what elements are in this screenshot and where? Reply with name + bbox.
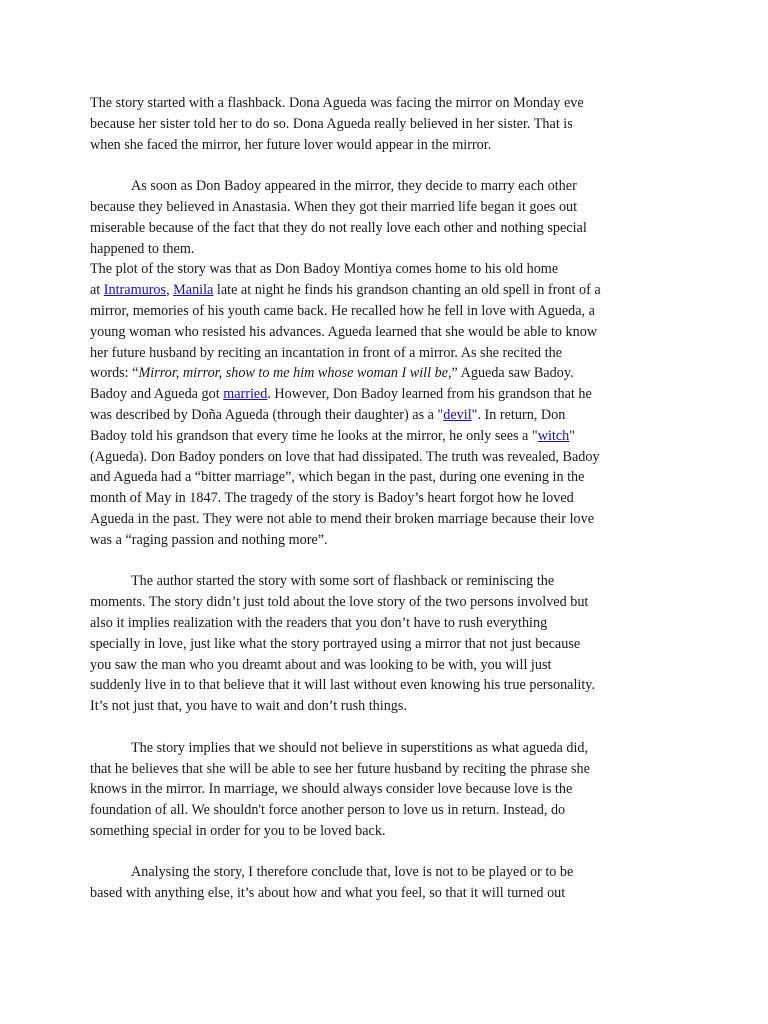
text-line: moments. The story didn’t just told about the love story of the two persons involved but [90,594,589,611]
text-fragment: ". In return, Don [471,406,566,423]
text-fragment: ,” Agueda saw Badoy. [448,365,574,382]
text-line: (Agueda). Don Badoy ponders on love that had dissipated. The truth was revealed, Badoy [90,448,600,465]
text-line: Analysing the story, I therefore conclude that, love is not to be played or to be [131,864,574,881]
text-fragment: " [569,427,576,444]
text-line: The story started with a flashback. Dona Agueda was facing the mirror on Monday eve [90,95,584,111]
married-link[interactable]: married [223,386,268,403]
witch-link[interactable]: witch [537,427,570,444]
text-line [90,280,690,301]
paragraph-flashback [90,93,690,155]
text-line: happened to them. [90,240,195,257]
devil-link[interactable]: devil [443,406,472,423]
text-line: you saw the man who you dreamt about and was looking to be with, you will just [90,656,552,673]
text-line: because they believed in Anastasia. When they got their married life began it goes out [90,198,578,215]
text-line: because her sister told her to do so. Dona Agueda really believed in her sister. That is [90,115,573,132]
text-line: Agueda in the past. They were not able to mend their broken marriage because their love [90,510,594,527]
text-line: mirror, memories of his youth came back. He recalled how he fell in love with Agueda, a [90,302,595,319]
text-line: miserable because of the fact that they do not really love each other and nothing special [90,219,587,236]
text-fragment: late at night he finds his grandson chanting an old spell in front of a [213,282,601,299]
text-line: specially in love, just like what the story portrayed using a mirror that not just because [90,635,581,652]
text-fragment: at [90,282,104,299]
text-line: knows in the mirror. In marriage, we should always consider love because love is the [90,781,573,798]
text-line: something special in order for you to be loved back. [90,822,386,839]
text-fragment: . However, Don Badoy learned from his grandson that he [267,386,592,403]
text-line: As soon as Don Badoy appeared in the mirror, they decide to marry each other [131,178,577,195]
text-fragment: , [166,282,174,299]
text-line: The story implies that we should not believe in superstitions as what agueda did, [131,739,589,756]
text-fragment: words: “ [90,365,139,382]
text-line [90,384,690,405]
mirror-incantation-quote: Mirror, mirror, show to me him whose woman I will be [138,365,448,382]
manila-link[interactable]: Manila [173,282,214,299]
text-fragment: Badoy and Agueda got [90,386,224,403]
text-line: also it implies realization with the readers that you don’t have to rush everything [90,614,548,631]
text-line: foundation of all. We shouldn't force another person to love us in return. Instead, do [90,802,566,819]
text-line: suddenly live in to that believe that it will last without even knowing his true personality. [90,677,596,694]
paragraph-plot [90,259,690,550]
text-line: young woman who resisted his advances. Agueda learned that she would be able to know [90,323,598,340]
text-line: her future husband by reciting an incantation in front of a mirror. As she recited the [90,344,562,361]
text-line: The plot of the story was that as Don Badoy Montiya comes home to his old home [90,261,559,278]
paragraph-marriage [90,176,690,259]
intramuros-link[interactable]: Intramuros [103,282,167,299]
text-line: when she faced the mirror, her future lover would appear in the mirror. [90,136,492,153]
paragraph-conclusion [90,862,690,904]
text-line [90,405,690,426]
document-body [90,93,690,904]
text-line: that he believes that she will be able to see her future husband by reciting the phrase she [90,760,590,777]
text-line: The author started the story with some sort of flashback or reminiscing the [131,573,555,590]
paragraph-author-analysis [90,571,690,717]
paragraph-superstition [90,738,690,842]
text-line: based with anything else, it’s about how and what you feel, so that it will turned out [90,885,566,902]
text-line [90,363,690,384]
text-fragment: was described by Doña Agueda (through their daughter) as a " [90,406,444,423]
text-line: month of May in 1847. The tragedy of the story is Badoy’s heart forgot how he loved [90,490,574,507]
text-fragment: Badoy told his grandson that every time he looks at the mirror, he only sees a " [90,427,538,444]
text-line: and Agueda had a “bitter marriage”, which began in the past, during one evening in the [90,469,585,486]
text-line: was a “raging passion and nothing more”. [90,531,328,548]
text-line: It’s not just that, you have to wait and don’t rush things. [90,698,407,715]
text-line [90,426,690,447]
